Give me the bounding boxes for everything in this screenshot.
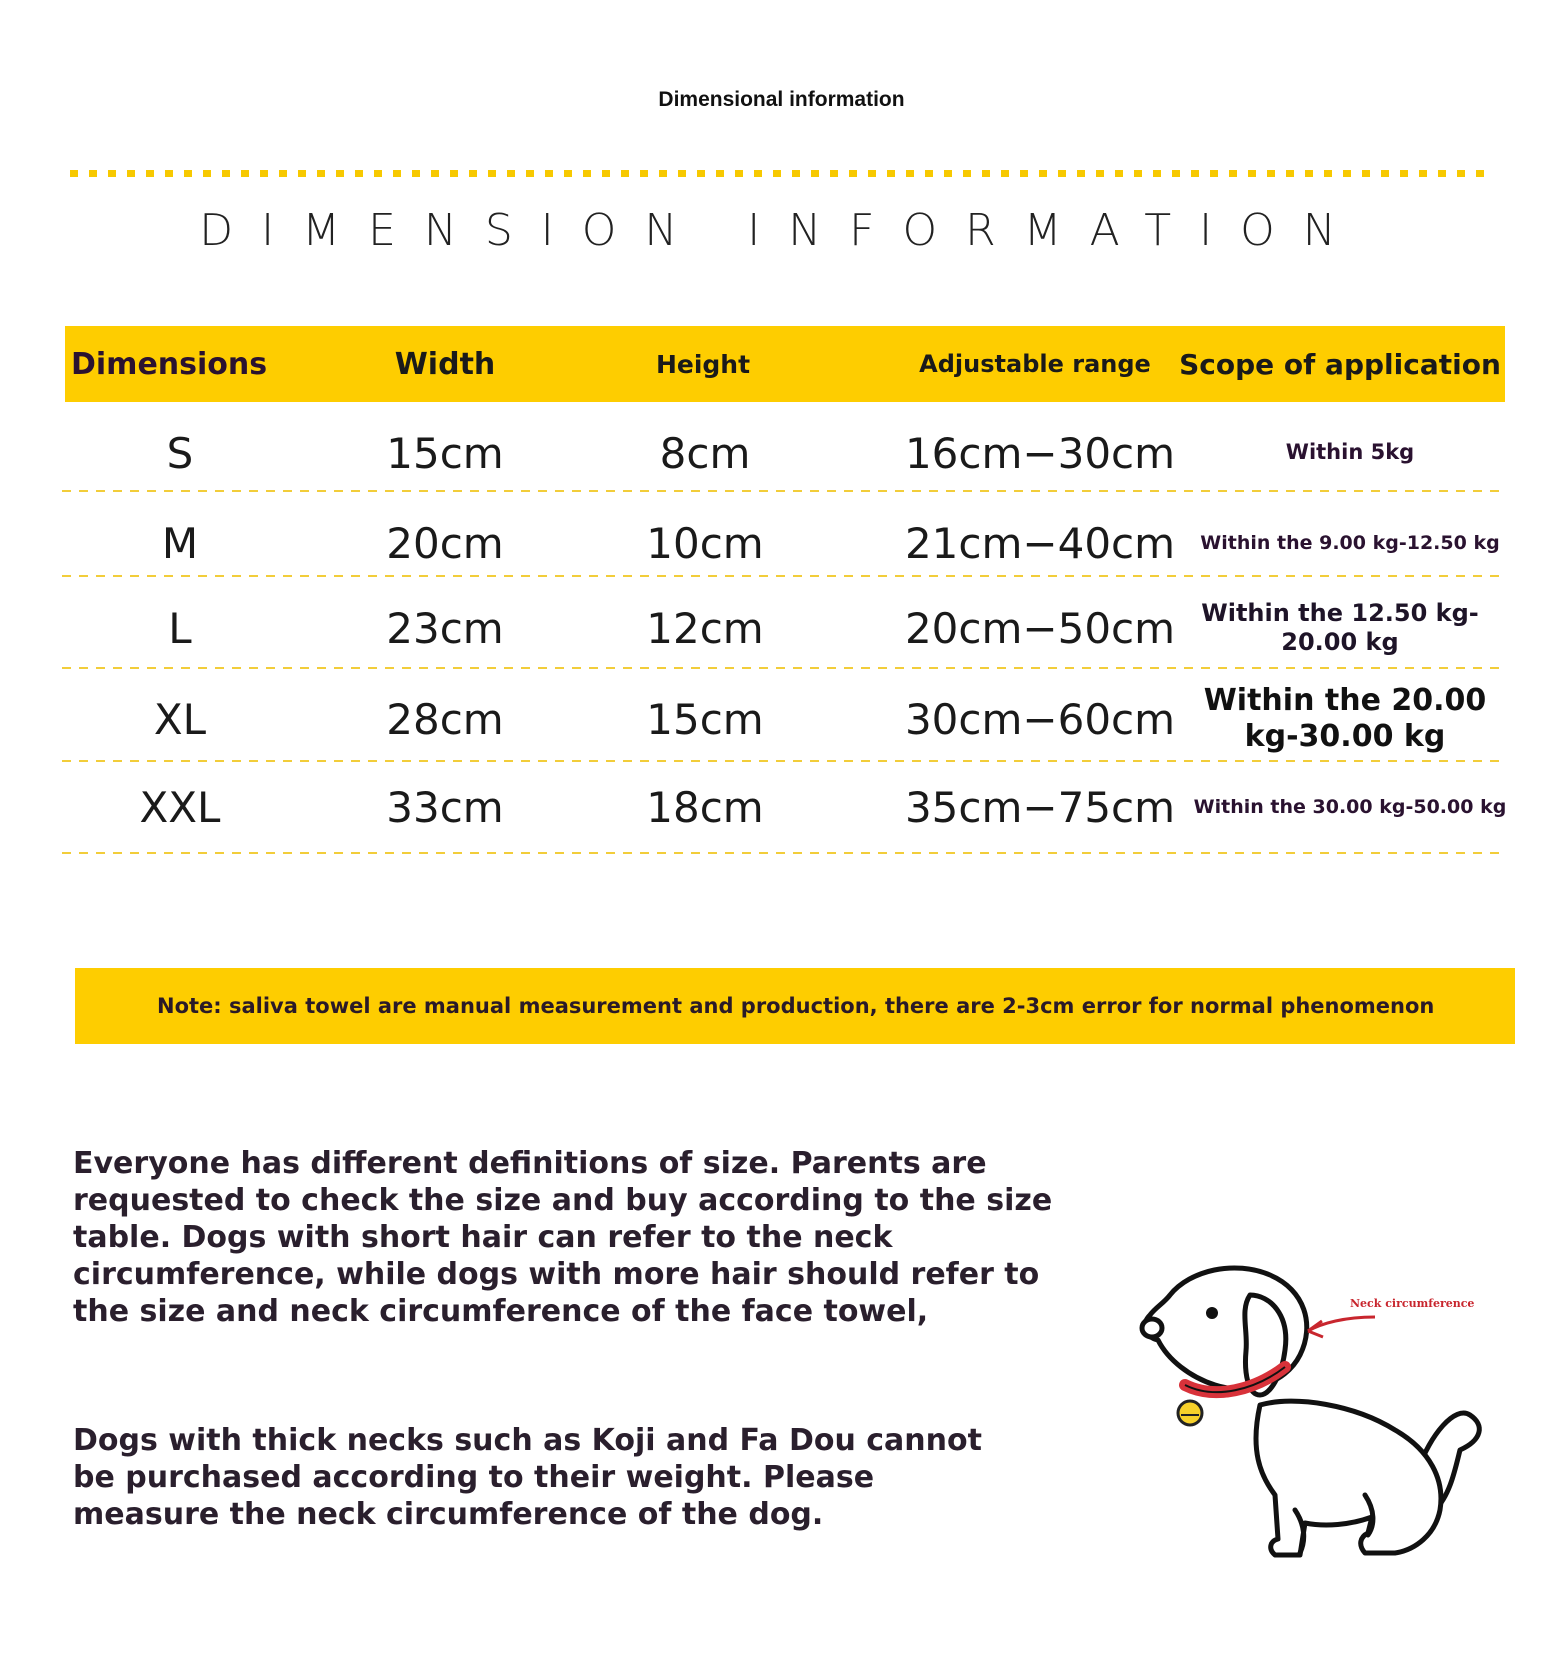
table-row — [60, 410, 1500, 496]
row-divider — [62, 490, 1502, 492]
banner-title: DIMENSION INFORMATION — [199, 205, 1364, 256]
cell-adjustable-range: 20cm−50cm — [904, 603, 1176, 653]
cell-scope: Within 5kg — [1285, 440, 1415, 465]
size-guide-paragraph: Everyone has different definitions of size. Parents are requested to check the size and buy according to the size table. Dogs with short hair can refer to the neck circumference, while dogs with more hair should refer to the size and neck circumference of the face towel, — [73, 1146, 1053, 1329]
cell-size: L — [168, 603, 192, 653]
cell-width: 33cm — [386, 782, 504, 832]
row-divider — [62, 852, 1502, 854]
cell-scope: Within the 9.00 kg-12.50 kg — [1200, 531, 1500, 554]
note-text: Note: saliva towel are manual measurement and production, there are 2-3cm error for normal phenomenon — [157, 994, 1435, 1018]
row-divider — [62, 575, 1502, 577]
dog-with-collar-icon — [1110, 1255, 1510, 1575]
thick-neck-paragraph: Dogs with thick necks such as Koji and Fa Dou cannot be purchased according to their weight. Please measure the neck circumference of the dog. — [73, 1423, 982, 1532]
cell-scope: Within the 12.50 kg-20.00 kg — [1201, 599, 1479, 656]
cell-height: 8cm — [659, 428, 751, 478]
cell-size: S — [166, 428, 194, 478]
note-banner — [75, 968, 1515, 1044]
table-row — [60, 500, 1500, 586]
cell-width: 15cm — [386, 428, 504, 478]
cell-scope: Within the 20.00 kg-30.00 kg — [1203, 683, 1487, 754]
cell-size: XL — [153, 694, 207, 744]
cell-adjustable-range: 30cm−60cm — [904, 694, 1176, 744]
table-row — [60, 676, 1500, 762]
cell-height: 10cm — [646, 518, 764, 568]
cell-adjustable-range: 35cm−75cm — [904, 782, 1176, 832]
cell-width: 23cm — [386, 603, 504, 653]
cell-height: 15cm — [646, 694, 764, 744]
cell-width: 28cm — [386, 694, 504, 744]
cell-height: 12cm — [646, 603, 764, 653]
row-divider — [62, 760, 1502, 762]
cell-size: M — [161, 518, 199, 568]
cell-adjustable-range: 21cm−40cm — [904, 518, 1176, 568]
table-row — [60, 585, 1500, 671]
header-scope: Scope of application — [1179, 347, 1501, 381]
header-adjustable-range: Adjustable range — [919, 350, 1151, 378]
header-dimensions: Dimensions — [71, 346, 268, 382]
header-height: Height — [655, 349, 751, 379]
table-row — [60, 764, 1507, 850]
cell-width: 20cm — [386, 518, 504, 568]
row-divider — [62, 667, 1502, 669]
page-title: Dimensional information — [658, 88, 905, 111]
cell-size: XXL — [139, 782, 221, 832]
cell-adjustable-range: 16cm−30cm — [904, 428, 1176, 478]
table-header — [65, 326, 1505, 402]
header-width: Width — [394, 346, 496, 382]
cell-scope: Within the 30.00 kg-50.00 kg — [1193, 795, 1507, 818]
dotted-divider — [70, 170, 1490, 177]
cell-height: 18cm — [646, 782, 764, 832]
neck-circumference-label: Neck circumference — [1350, 1297, 1475, 1310]
